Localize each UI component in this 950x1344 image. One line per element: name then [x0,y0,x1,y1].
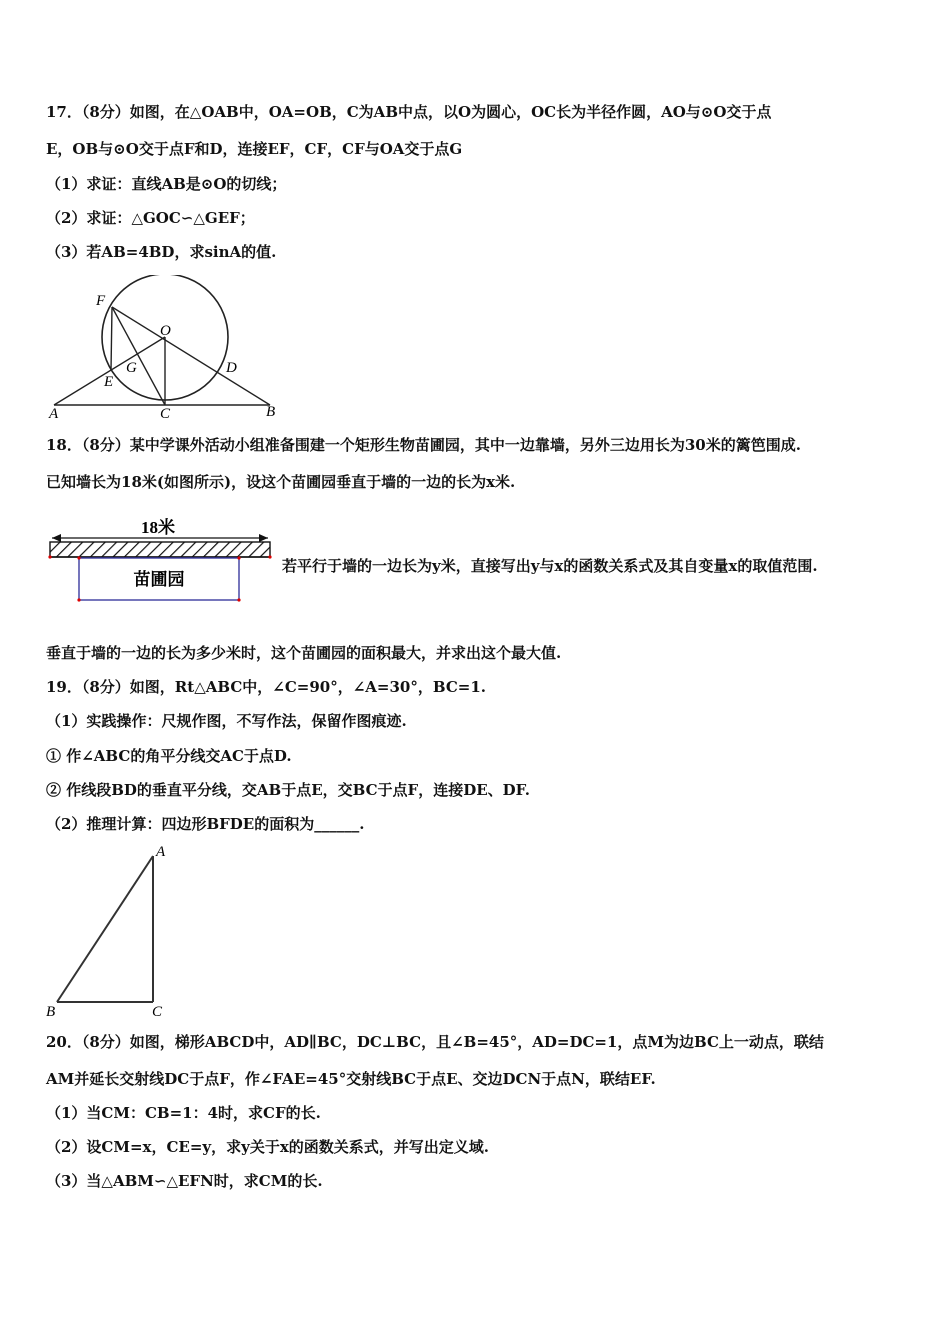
segment-fc [112,307,165,405]
q19-part2: （2）推理计算：四边形BFDE的面积为______. [46,815,365,833]
label-o: O [160,323,171,339]
label-c: C [152,1004,163,1020]
q17-figure [40,275,290,425]
wall [50,542,270,557]
q20-part2: （2）设CM=x，CE=y，求y关于x的函数关系式，并写出定义域. [46,1138,490,1156]
segment-oa [54,337,165,405]
label-e: E [104,374,114,390]
q20-stem-line1: 20．（8分）如图，梯形ABCD中，AD∥BC，DC⊥BC，且∠B=45°，AD=DC=1，点M为边BC上一动点，联结 [46,1033,824,1051]
q19-stem: 19．（8分）如图，Rt△ABC中，∠C=90°，∠A=30°，BC=1. [46,678,486,696]
q19-figure [40,842,180,1022]
label-d: D [226,360,237,376]
segment-ab [57,856,153,1002]
q19-step2: ② 作线段BD的垂直平分线，交AB于点E，交BC于点F，连接DE、DF. [46,781,531,799]
label-a: A [156,844,166,860]
q18-part1: 若平行于墙的一边长为y米，直接写出y与x的函数关系式及其自变量x的取值范围. [282,557,818,575]
label-a: A [49,406,59,422]
q17-part1: （1）求证：直线AB是⊙O的切线； [46,175,287,193]
q19-step1: ① 作∠ABC的角平分线交AC于点D. [46,747,292,765]
label-g: G [126,360,137,376]
q17-part2: （2）求证：△GOC∽△GEF； [46,209,255,227]
q20-stem-line2: AM并延长交射线DC于点F，作∠FAE=45°交射线BC于点E、交边DCN于点N，联结EF. [46,1070,656,1088]
label-c: C [160,406,171,422]
segment-fb [112,307,270,405]
garden-label: 苗圃园 [133,570,185,589]
q18-stem-line2: 已知墙长为18米(如图所示)，设这个苗圃园垂直于墙的一边的长为x米. [46,473,516,491]
wall-length-label: 18米 [141,518,175,537]
q18-figure [44,512,276,606]
q17-stem-line2: E，OB与⊙O交于点F和D，连接EF，CF，CF与OA交于点G [46,140,463,158]
label-b: B [46,1004,56,1020]
q17-part3: （3）若AB=4BD，求sinA的值. [46,243,277,261]
label-f: F [96,293,106,309]
q18-stem-line1: 18．（8分）某中学课外活动小组准备围建一个矩形生物苗圃园，其中一边靠墙，另外三边用长为30米的篱笆围成. [46,436,801,454]
q17-stem-line1: 17．（8分）如图，在△OAB中，OA=OB，C为AB中点，以O为圆心，OC长为半径作圆，AO与⊙O交于点 [46,103,772,121]
q20-part3: （3）当△ABM∽△EFN时，求CM的长. [46,1172,323,1190]
segment-ef [111,307,112,371]
q19-part1: （1）实践操作：尺规作图，不写作法，保留作图痕迹. [46,712,407,730]
label-b: B [266,404,276,420]
q20-part1: （1）当CM：CB=1：4时，求CF的长. [46,1104,321,1122]
q18-part2: 垂直于墙的一边的长为多少米时，这个苗圃园的面积最大，并求出这个最大值. [46,644,562,662]
